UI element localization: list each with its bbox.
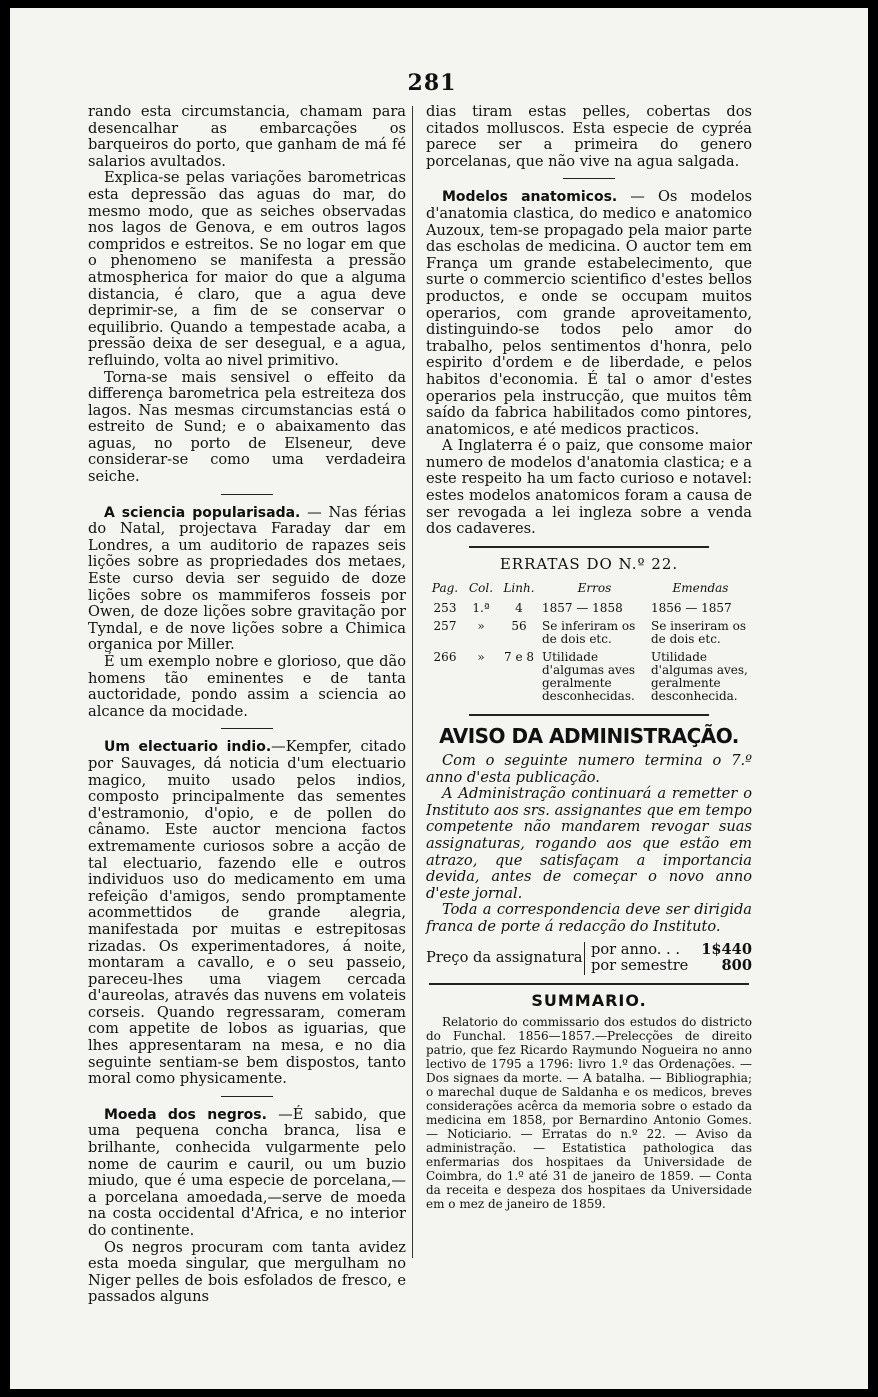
column-divider [412,106,413,1258]
article-sciencia-paragraph-2: É um exemplo nobre e glorioso, que dão homens tão eminentes e de tanta auctoridade, pondo assim a sciencia ao alcance da mocidade. [88,653,406,720]
left-paragraph-1: rando esta circumstancia, chamam para desencalhar as embarcações os barqueiros do porto, que ganham de má fé salarios avultados. [88,103,406,170]
errata-cell: 253 [433,601,457,616]
errata-cell: 1.ª [472,601,490,616]
errata-header-col: Col. [468,581,494,596]
errata-cell: Se inseriram os de dois etc. [650,619,746,647]
page-number: 281 [407,70,457,96]
article-sciencia [88,505,406,654]
section-separator [221,1096,273,1097]
errata-header-row [426,582,752,600]
article-heading-electuario: Um electuario indio. [104,739,272,756]
section-separator [221,728,273,729]
article-heading-moeda: Moeda dos negros. [104,1106,267,1123]
errata-cell: Se inferiram os de dois etc. [542,619,636,647]
price-year-row [591,942,752,959]
errata-row [426,600,752,618]
errata-header-pag: Pag. [431,581,459,596]
errata-cell: 1856 — 1857 [650,601,732,616]
sumario-text: Relatorio do commissario dos estudos do districto do Funchal. 1856—1857.—Prelecções de direito patrio, que fez Ricardo Raymundo Nogueira no anno lectivo de 1795 a 1796: livro 1.º das Ordenações. — Dos signaes da morte. — A batalha. — Bibliographia; o marechal duque de Saldanha e os medicos, breves considerações acêrca da memoria sobre o estado da medicina em 1858, por Bernardino Antonio Gomes. — Noticiario. — Erratas do n.º 22. — Aviso da administração. — Estatistica pathologica das enfermarias dos hospitaes da Universidade de Coimbra, do 1.º até 31 de janeiro de 1859. — Conta da receita e despeza dos hospitaes da Universidade em o mez de janeiro de 1859. [426,1015,752,1212]
errata-cell: » [477,619,485,634]
errata-title: ERRATAS DO N.º 22. [499,554,679,573]
errata-row [426,618,752,649]
errata-cell: » [477,650,485,665]
errata-cell: 257 [433,619,457,634]
errata-header-erros: Erros [577,581,612,596]
left-column [88,104,406,1306]
aviso-paragraph-3: Toda a correspondencia deve ser dirigida franca de porte á redacção do Instituto. [426,901,752,935]
section-separator [221,494,273,495]
left-paragraph-3: Torna-se mais sensivel o effeito da differença barometrica pela estreiteza dos lagos. Nas mesmas circumstancias está o estreito de Sund; e o abaixamento das aguas, no porto de Elseneur, deve considerar-se como uma verdadeira seiche. [88,368,406,486]
errata-row [426,649,752,706]
price-label: Preço da assignatura [426,948,583,966]
price-semester-row [591,958,752,975]
price-year-label: por anno. . . [591,940,680,958]
sumario-title: SUMMARIO. [531,990,647,1010]
section-separator [563,178,615,179]
price-semester-value: 800 [721,957,752,975]
aviso-paragraph-2: A Administração continuará a remetter o Instituto aos srs. assignantes que em tempo competente não mandarem revogar suas assignaturas, rogando aos que estão em atrazo, que satisfaçam a importancia devida, antes de começar o novo anno d'este jornal. [426,785,753,902]
price-options [584,942,752,975]
right-column [426,104,752,1211]
aviso-title: AVISO DA ADMINISTRAÇÃO. [439,724,739,749]
article-modelos [426,189,752,438]
left-paragraph-2: Explica-se pelas variações barometricas esta depressão das aguas do mar, do mesmo modo, que as seiches observadas nos lagos de Genova, e em outros lagos compridos e estreitos. Se no logar em que o phenomeno se manifesta a pressão atmospherica for maior do que a alguma distancia, é claro, que a agua deve deprimir-se, a fim de se conservar o equilibrio. Quando a tempestade acaba, a pressão deixa de ser desegual, e a agua, refluindo, volta ao nivel primitivo. [88,169,406,369]
errata-bottom-rule [469,714,709,716]
article-moeda-paragraph-2: Os negros procuram com tanta avidez esta moeda singular, que mergulham no Niger pelles de bois esfolados de fresco, e passados alguns [88,1238,406,1306]
aviso-paragraph-1: Com o seguinte numero termina o 7.º anno d'esta publicação. [426,752,752,786]
subscription-price [426,942,752,975]
errata-cell: 266 [433,650,457,665]
price-semester-label: por semestre [591,957,689,975]
article-moeda [88,1107,406,1240]
errata-cell: 7 e 8 [504,650,534,665]
errata-cell: 4 [515,601,523,616]
article-modelos-paragraph-2: A Inglaterra é o paiz, que consome maior numero de modelos d'anatomia clastica; e a este respeito ha um facto curioso e notavel: estes modelos anatomicos foram a causa de ser revogada a lei ingleza sobre a venda dos cadaveres. [426,437,752,538]
errata-cell: 56 [511,619,527,634]
article-text-moeda: —É sabido, que uma pequena concha branca, lisa e brilhante, conhecida vulgarmente pelo nome de caurim e cauril, ou um buzio miudo, que é uma especie de porcelana,—a porcelana amoedada,—serve de moeda na costa occidental d'Africa, e no interior do continente. [88,1105,406,1239]
article-heading-sciencia: A sciencia popularisada. [104,504,301,521]
errata-header-linh: Linh. [503,581,535,596]
errata-cell: Utilidade d'algumas aves, geralmente desconhecida. [650,650,748,704]
errata-cell: Utilidade d'algumas aves geralmente desconhecidas. [542,650,636,704]
article-heading-modelos: Modelos anatomicos. [442,189,618,206]
errata-header-emendas: Emendas [672,581,729,596]
article-text-electuario: —Kempfer, citado por Sauvages, dá noticia d'um electuario magico, muito usado pelos indios, composto principalmente das sementes d'estramonio, d'opio, e de pollen do cânamo. Este auctor menciona factos extremamente curiosos sobre a acção de tal electuario, fazendo elle e outros individuos uso do medicamento em uma refeição d'amigos, sendo promptamente acommettidos de grande alegria, manifestada por muitas e estrepitosas rizadas. Os experimentadores, á noite, montaram a cavallo, e o seu passeio, pareceu-lhes uma viagem cercada d'aureolas, através das nuvens em volateis corseis. Quando regressaram, comeram com appetite de lobos as iguarias, que lhes appresentaram na mesa, e no dia seguinte sentiam-se bem dispostos, tanto moral como physicamente. [88,738,406,1088]
newspaper-page [10,8,868,1389]
errata-table [426,582,752,706]
right-paragraph-1: dias tiram estas pelles, cobertas dos citados molluscos. Esta especie de cypréa parece ser a primeira do genero porcelanas, que não vive na agua salgada. [426,103,752,170]
article-electuario [88,739,406,1087]
price-year-value: 1$440 [701,940,752,958]
errata-cell: 1857 — 1858 [542,601,623,616]
article-text-modelos: — Os modelos d'anatomia clastica, do medico e anatomico Auzoux, tem-se propagado pela maior parte das escholas de medicina. O auctor tem em França um grande estabelecimento, que surte o commercio scientifico d'estes bellos productos, e onde se occupam muitos operarios, com grande aproveitamento, distinguindo-se todos pelo amor do trabalho, pelos sentimentos d'honra, pelo espirito d'ordem e de liberdade, e pelos habitos d'economia. É tal o amor d'estes operarios pela instrucção, que muitos têm saído da fabrica habilitados como pintores, anatomicos, e até medicos practicos. [426,188,752,438]
article-text-sciencia: — Nas férias do Natal, projectava Faraday dar em Londres, a um auditorio de rapazes seis lições sobre as propriedades dos metaes, Este curso devia ser seguido de doze lições sobre os mammiferos fosseis por Owen, de doze lições sobre gravitação por Tyndal, e de nove lições sobre a Chimica organica por Miller. [88,503,407,654]
errata-top-rule [469,546,709,548]
sumario-top-rule [429,983,749,985]
